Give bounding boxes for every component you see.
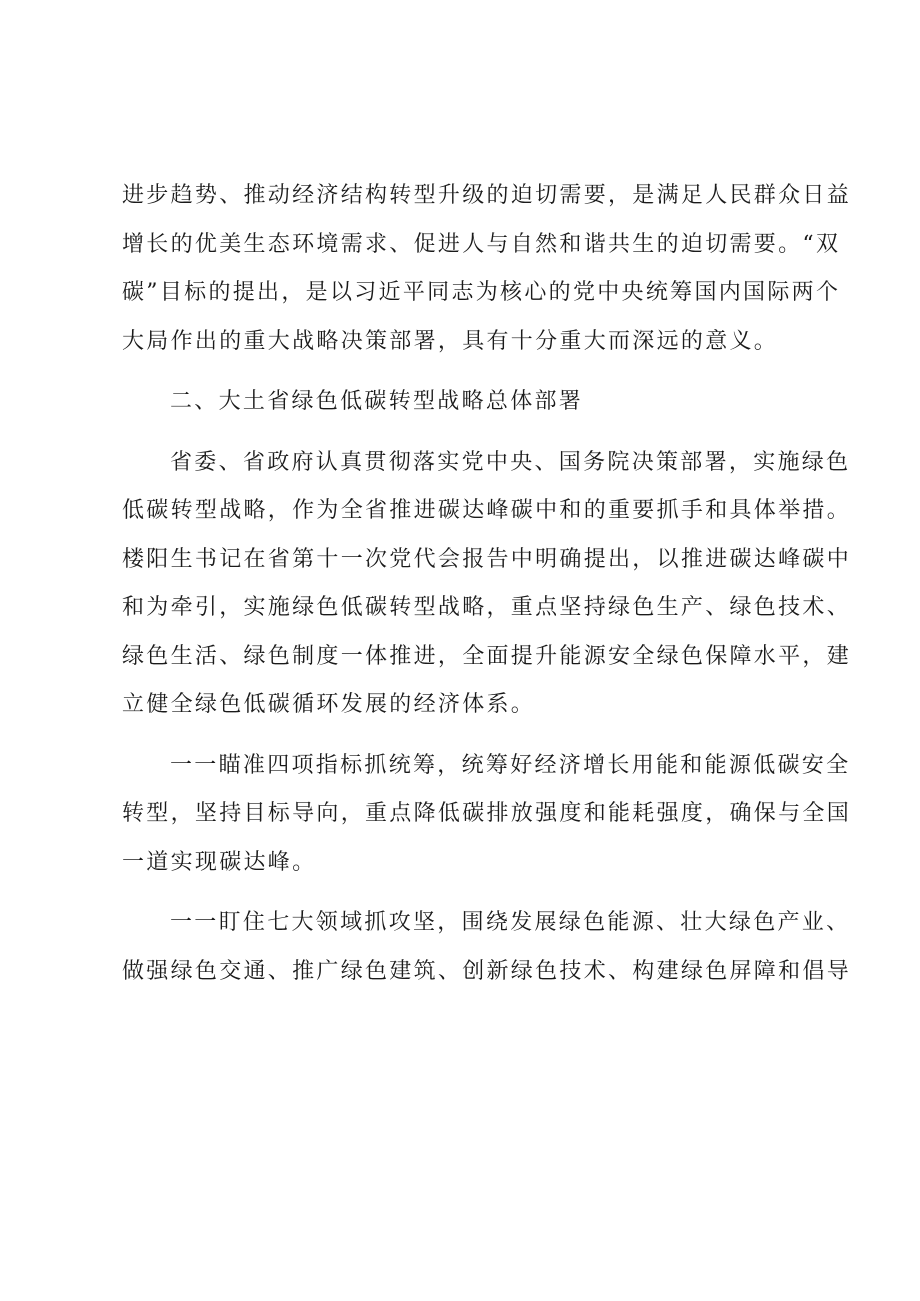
paragraph-line: 绿色生活、绿色制度一体推进，全面提升能源安全绿色保障水平，建 xyxy=(122,643,852,669)
paragraph-5 xyxy=(122,899,852,996)
paragraph-line: 楼阳生书记在省第十一次党代会报告中明确提出，以推进碳达峰碳中 xyxy=(122,546,852,572)
paragraph-line: 省委、省政府认真贯彻落实党中央、国务院决策部署，实施绿色 xyxy=(170,449,851,475)
paragraph-line: 和为牵引，实施绿色低碳转型战略，重点坚持绿色生产、绿色技术、 xyxy=(122,595,852,620)
paragraph-line: 一道实现碳达峰。 xyxy=(122,849,317,875)
paragraph-line: 做强绿色交通、推广绿色建筑、创新绿色技术、构建绿色屏障和倡导 xyxy=(122,958,852,984)
paragraph-line: 进步趋势、推动经济结构转型升级的迫切需要，是满足人民群众日益 xyxy=(122,183,852,208)
paragraph-line: 立健全绿色低碳循环发展的经济体系。 xyxy=(122,692,536,717)
paragraph-gap xyxy=(122,366,812,378)
paragraph-line: 一一瞄准四项指标抓统筹，统筹好经济增长用能和能源低碳安全 xyxy=(170,752,851,778)
paragraph-line: 增长的优美生态环境需求、促进人与自然和谐共生的迫切需要。“双 xyxy=(122,231,841,257)
paragraph-3 xyxy=(122,439,852,730)
paragraph-line: 碳”目标的提出，是以习近平同志为核心的党中央统筹国内国际两个 xyxy=(122,280,841,305)
paragraph-line: 一一盯住七大领域抓攻坚，围绕发展绿色能源、壮大绿色产业、 xyxy=(170,910,851,935)
section-heading xyxy=(122,378,812,427)
paragraph-line: 大局作出的重大战略决策部署，具有十分重大而深远的意义。 xyxy=(122,328,779,354)
paragraph-4 xyxy=(122,742,852,888)
paragraph-gap xyxy=(122,887,812,899)
paragraph-gap xyxy=(122,427,812,439)
paragraph-gap xyxy=(122,730,812,742)
heading-line: 二、大土省绿色低碳转型战略总体部署 xyxy=(170,389,584,414)
paragraph-line: 低碳转型战略，作为全省推进碳达峰碳中和的重要抓手和具体举措。 xyxy=(122,498,852,523)
paragraph-1 xyxy=(122,172,852,366)
document-body xyxy=(122,172,852,996)
paragraph-line: 转型，坚持目标导向，重点降低碳排放强度和能耗强度，确保与全国 xyxy=(122,801,852,826)
